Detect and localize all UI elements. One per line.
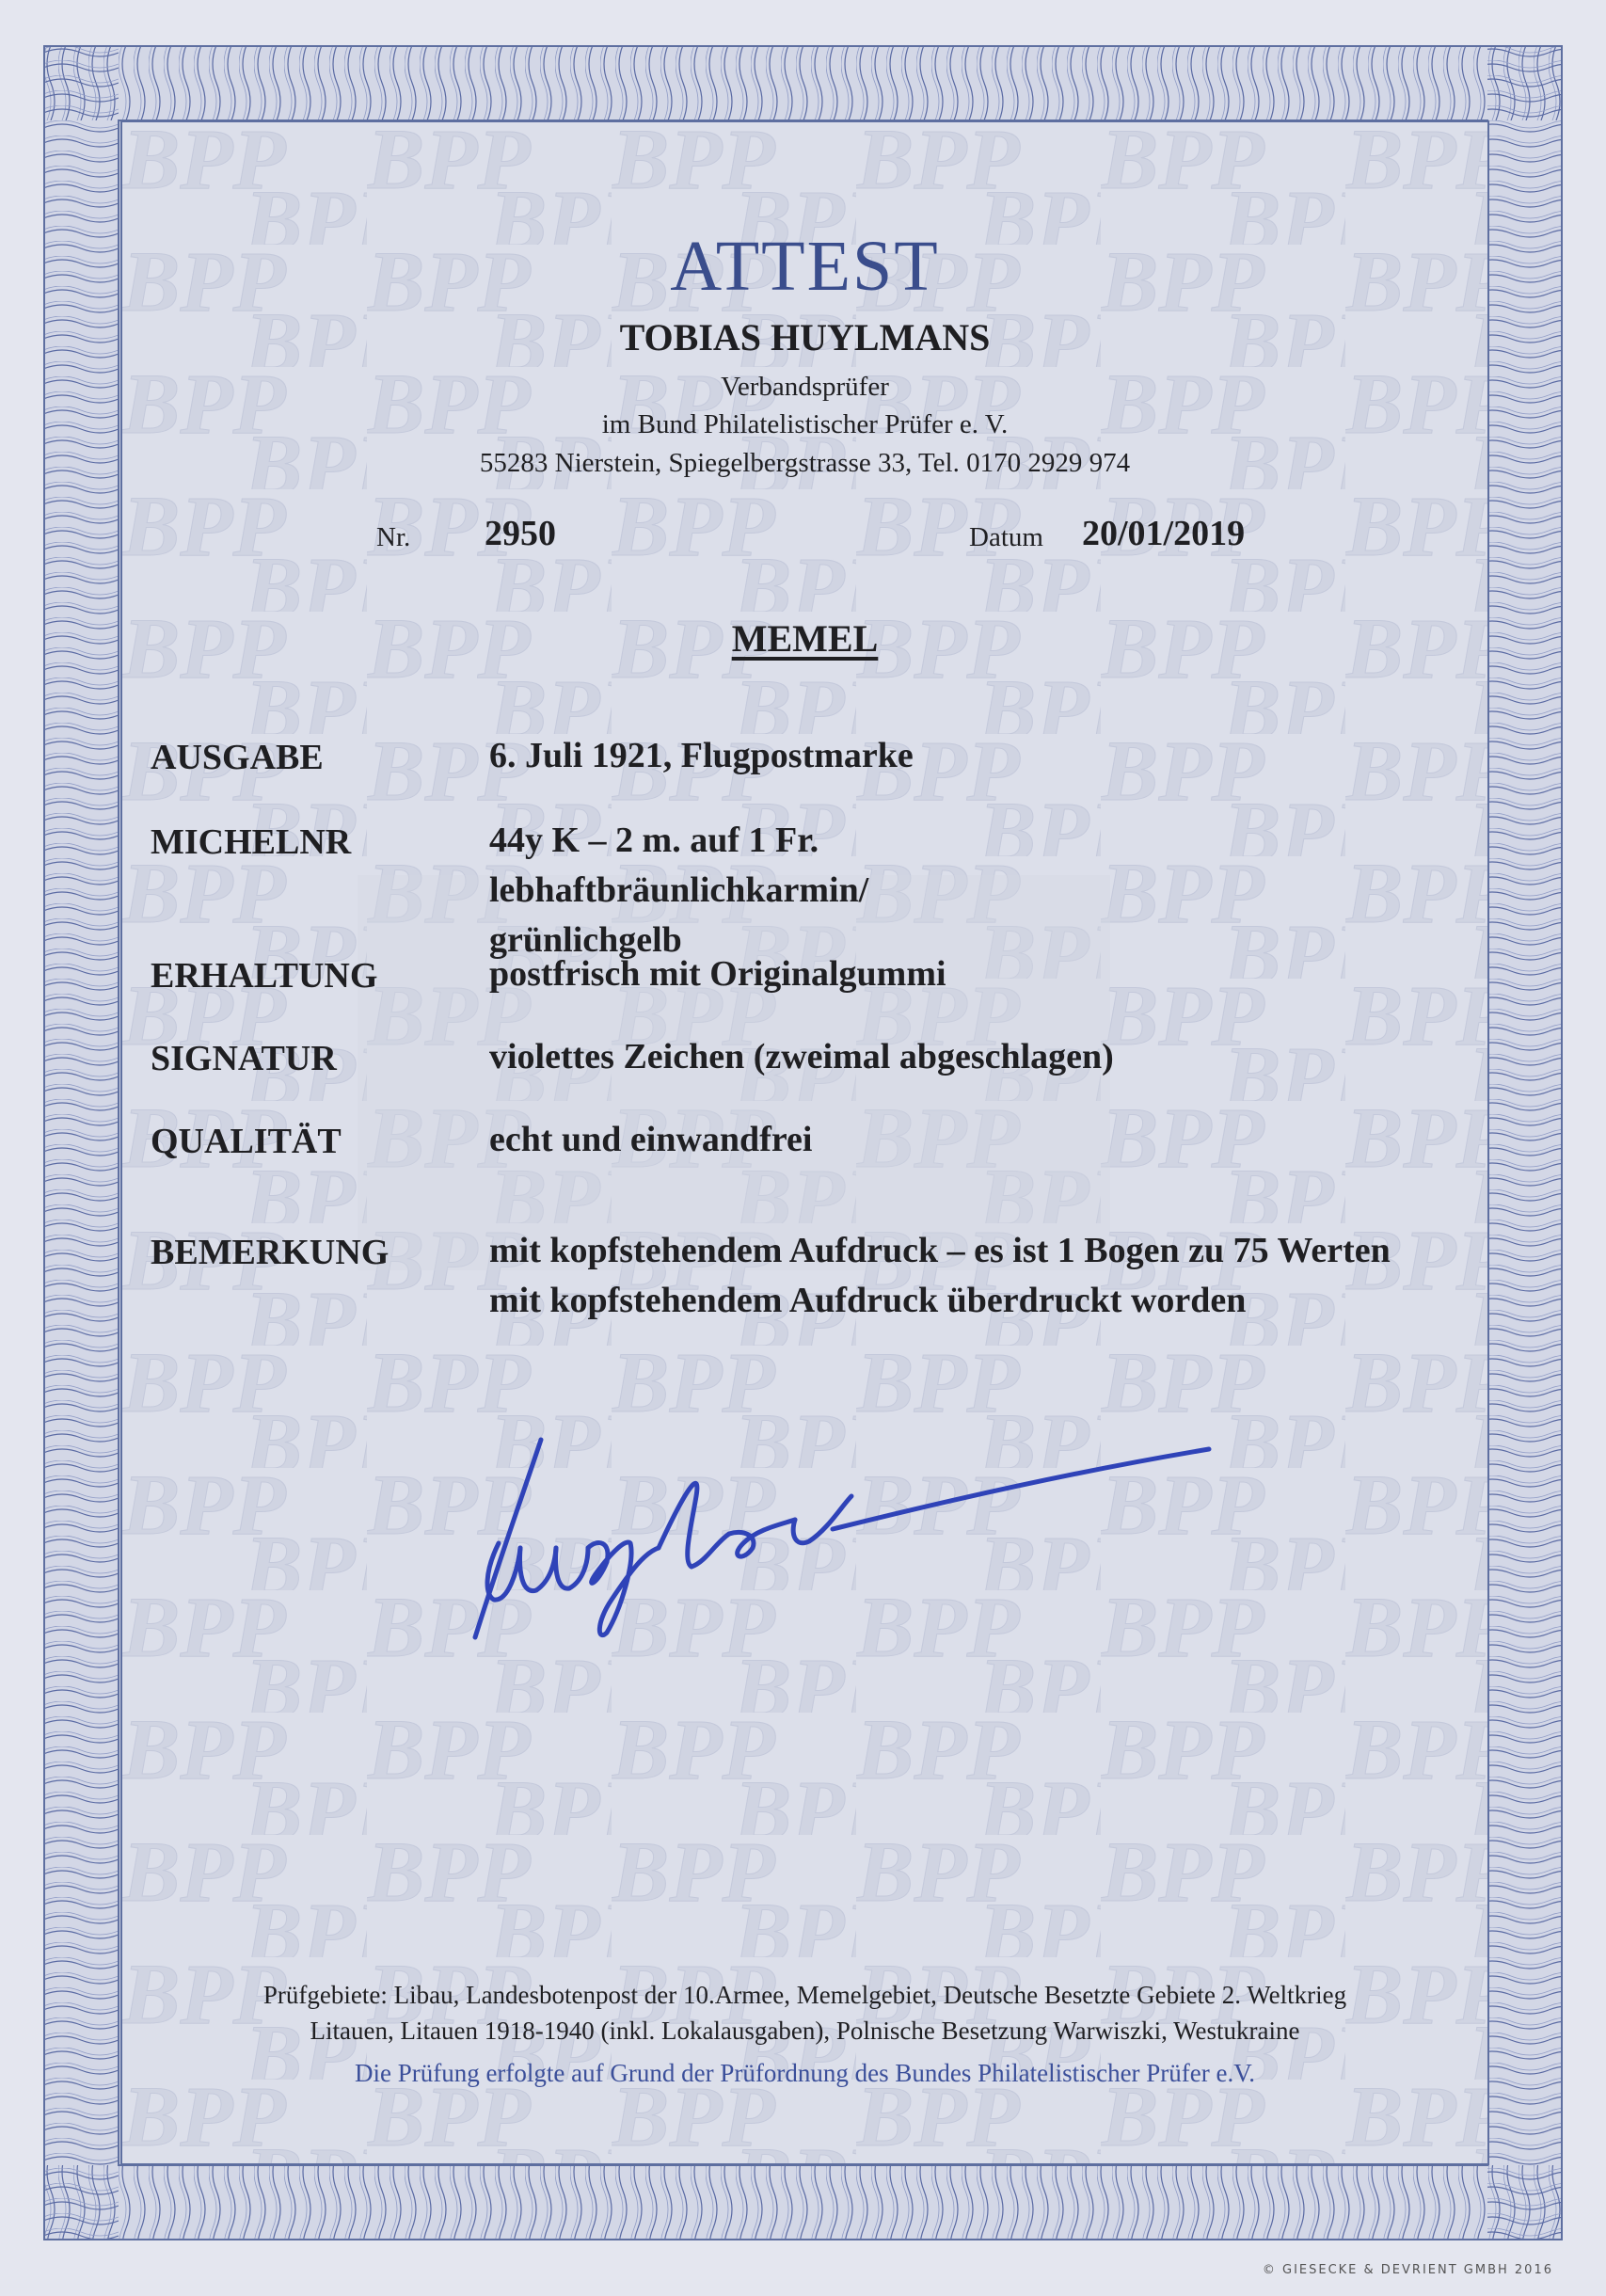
nr-label: Nr.: [376, 522, 411, 552]
field-value-michelnr: 44y K – 2 m. auf 1 Fr. lebhaftbräunlichkarmin/ grünlichgelb: [489, 821, 869, 960]
field-value-erhaltung: postfrisch mit Originalgummi: [489, 954, 946, 994]
examiner-signature: [456, 1430, 1256, 1647]
field-value-bemerkung: mit kopfstehendem Aufdruck – es ist 1 Bogen zu 75 Werten mit kopfstehendem Aufdruck überdruckt worden: [489, 1231, 1391, 1320]
datum-value: 20/01/2019: [1082, 514, 1246, 553]
field-value-qualitaet: echt und einwandfrei: [489, 1120, 813, 1159]
field-value-signatur: violettes Zeichen (zweimal abgeschlagen): [489, 1037, 1114, 1076]
association: im Bund Philatelistischer Prüfer e. V.: [601, 409, 1009, 439]
field-value-ausgabe: 6. Juli 1921, Flugpostmarke: [489, 736, 914, 775]
country-heading: MEMEL: [731, 617, 879, 660]
certificate-title: ATTEST: [670, 227, 940, 306]
certificate-content: [122, 122, 1487, 2163]
address: 55283 Nierstein, Spiegelbergstrasse 33, Tel. 0170 2929 974: [479, 448, 1131, 478]
field-label-signatur: SIGNATUR: [151, 1039, 337, 1078]
examiner-role: Verbandsprüfer: [721, 372, 889, 402]
footer-pruefgebiete-line2: Litauen, Litauen 1918-1940 (inkl. Lokalausgaben), Polnische Besetzung Warwiszki, Westukraine: [310, 2017, 1300, 2045]
field-label-qualitaet: QUALITÄT: [151, 1122, 342, 1161]
certificate-body: [120, 120, 1489, 2165]
datum-label: Datum: [969, 522, 1043, 552]
footer-pruefgebiete-line1: Prüfgebiete: Libau, Landesbotenpost der 10.Armee, Memelgebiet, Deutsche Besetzte Gebiete 2. Weltkrieg: [262, 1981, 1347, 2009]
field-label-erhaltung: ERHALTUNG: [151, 956, 378, 996]
field-label-bemerkung: BEMERKUNG: [151, 1233, 390, 1272]
footer-pruefordnung-note: Die Prüfung erfolgte auf Grund der Prüfordnung des Bundes Philatelistischer Prüfer e.V.: [354, 2059, 1256, 2087]
examiner-name: TOBIAS HUYLMANS: [619, 316, 991, 359]
printer-mark: © GIESECKE & DEVRIENT GMBH 2016: [1262, 2263, 1553, 2277]
field-label-michelnr: MICHELNR: [151, 822, 352, 862]
nr-value: 2950: [485, 514, 556, 553]
field-label-ausgabe: AUSGABE: [151, 738, 324, 777]
